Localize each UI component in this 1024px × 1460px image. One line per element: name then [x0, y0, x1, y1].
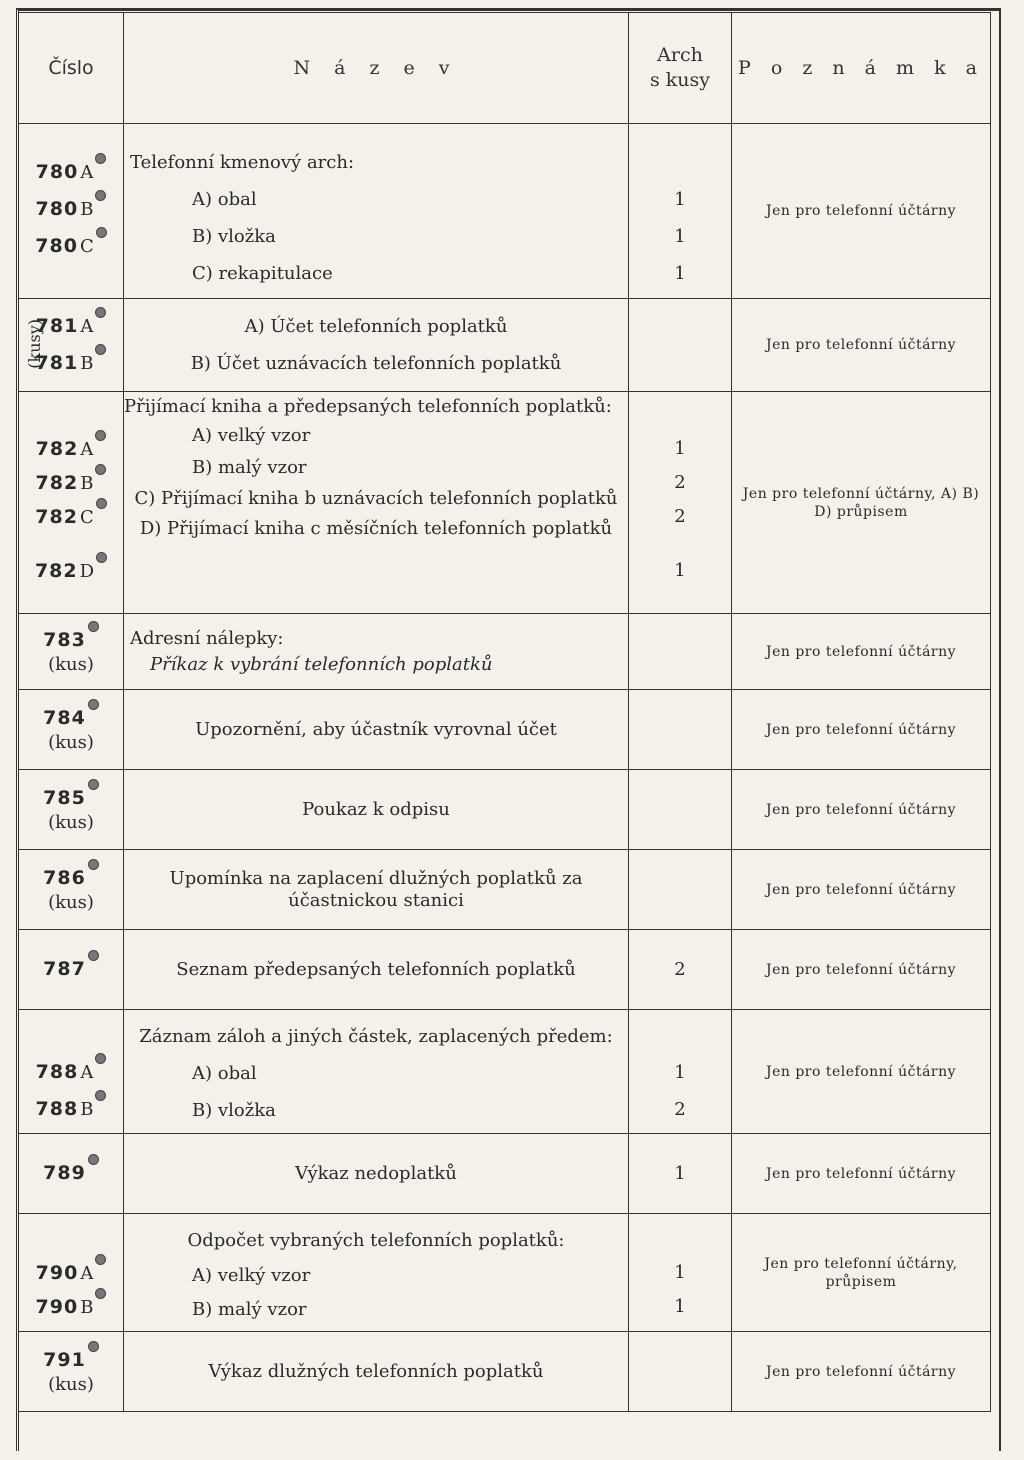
row-sheets-cell: [629, 614, 732, 690]
stamp-mark-icon: [96, 552, 107, 563]
table-row: [19, 299, 991, 392]
row-sheets-cell: [629, 124, 732, 299]
form-number-letter: A: [80, 1062, 94, 1083]
stamp-mark-icon: [88, 1341, 99, 1352]
table-row: [19, 1214, 991, 1332]
row-sheets-cell: [629, 1332, 732, 1412]
form-number-letter: B: [80, 353, 94, 374]
stamp-mark-icon: [95, 344, 106, 355]
form-item: C) Přijímací kniha b uznávacích telefonních poplatků: [134, 488, 618, 509]
form-number: [19, 191, 123, 228]
row-note-cell: Jen pro telefonní účtárny: [732, 299, 991, 392]
form-number-value: 782: [35, 438, 79, 460]
sheet-count: 1: [674, 1262, 686, 1283]
row-name-cell: [124, 124, 629, 299]
form-number-value: 789: [43, 1162, 86, 1184]
row-note-cell: Jen pro telefonní účtárny: [732, 1010, 991, 1134]
form-number: [19, 1290, 123, 1324]
sheet-count: 2: [674, 1099, 686, 1120]
form-number: [19, 308, 123, 345]
row-sheets-cell: [629, 299, 732, 392]
side-label: (kusy): [25, 319, 44, 369]
row-sheets-cell: [629, 1010, 732, 1134]
stamp-mark-icon: [88, 779, 99, 790]
column-header-note: P o z n á m k a: [732, 13, 991, 124]
column-header-name: N á z e v: [124, 13, 629, 124]
form-number-value: 786: [43, 866, 86, 889]
form-number: [19, 1091, 123, 1128]
stamp-mark-icon: [88, 621, 99, 632]
row-name-cell: [124, 392, 629, 614]
form-number-value: 780: [35, 198, 79, 220]
column-header-sheets-line2: s kusy: [649, 69, 711, 91]
row-note-cell: Jen pro telefonní účtárny, A) B) D) průpisem: [732, 392, 991, 614]
column-header-number: Číslo: [19, 13, 124, 124]
row-sheets-cell: [629, 1214, 732, 1332]
form-number-letter: B: [80, 1099, 94, 1120]
form-title: Záznam záloh a jiných částek, zaplacených předem:: [139, 1026, 613, 1047]
form-number-letter: C: [79, 507, 94, 528]
form-number-letter: B: [80, 473, 94, 494]
row-sheets-cell: [629, 690, 732, 770]
form-item: A) obal: [192, 1063, 257, 1084]
form-item: B) vložka: [192, 1100, 276, 1121]
table-row: [19, 850, 991, 930]
form-number: [19, 228, 123, 265]
table-row: [19, 770, 991, 850]
table-row: [19, 392, 991, 614]
row-number-cell: [19, 1010, 124, 1134]
row-number-cell: [19, 124, 124, 299]
form-title: Odpočet vybraných telefonních poplatků:: [187, 1230, 565, 1251]
row-sheets-cell: 1: [629, 1134, 732, 1214]
form-number-letter: A: [80, 1263, 94, 1284]
form-number-letter: C: [79, 236, 94, 257]
row-note-cell: Jen pro telefonní účtárny: [732, 1134, 991, 1214]
form-number: [19, 554, 123, 588]
row-name-cell: [124, 299, 629, 392]
form-number-value: 780: [35, 161, 79, 183]
row-name-cell: [124, 1214, 629, 1332]
form-number: [19, 432, 123, 466]
form-number: [19, 951, 123, 988]
header-row: [19, 13, 991, 124]
row-note-cell: Jen pro telefonní účtárny, průpisem: [732, 1214, 991, 1332]
row-number-cell: [19, 1332, 124, 1412]
row-number-cell: [19, 770, 124, 850]
form-item: B) vložka: [192, 226, 276, 247]
row-note-cell: Jen pro telefonní účtárny: [732, 850, 991, 930]
stamp-mark-icon: [96, 498, 107, 509]
stamp-mark-icon: [95, 1288, 106, 1299]
form-subtitle: Příkaz k vybrání telefonních poplatků: [150, 653, 493, 675]
form-number-letter: D: [79, 561, 95, 582]
row-note-cell: Jen pro telefonní účtárny: [732, 770, 991, 850]
row-name-cell: Seznam předepsaných telefonních poplatků: [124, 930, 629, 1010]
row-note-cell: Jen pro telefonní účtárny: [732, 614, 991, 690]
form-title: Přijímací kniha a předepsaných telefonních poplatků:: [124, 396, 612, 417]
stamp-mark-icon: [95, 430, 106, 441]
row-note-cell: Jen pro telefonní účtárny: [732, 930, 991, 1010]
sheet-count: 1: [674, 560, 686, 581]
kus-label: (kus): [48, 811, 94, 833]
row-name-cell: Upozornění, aby účastník vyrovnal účet: [124, 690, 629, 770]
form-number-value: 787: [43, 958, 86, 980]
kus-label: (kus): [48, 653, 94, 675]
sheet-count: 1: [674, 226, 686, 247]
row-number-cell: [19, 930, 124, 1010]
form-item: A) velký vzor: [192, 1265, 311, 1286]
table-row: [19, 1332, 991, 1412]
form-number: [19, 627, 123, 653]
row-number-cell: [19, 614, 124, 690]
form-number-value: 790: [35, 1296, 79, 1318]
row-note-cell: Jen pro telefonní účtárny: [732, 690, 991, 770]
kus-label: (kus): [48, 891, 94, 913]
form-number: [19, 1347, 123, 1373]
form-number-letter: B: [80, 199, 94, 220]
row-name-cell: Výkaz dlužných telefonních poplatků: [124, 1332, 629, 1412]
form-number-value: 784: [43, 706, 86, 729]
form-number: [19, 1054, 123, 1091]
row-number-cell: [19, 850, 124, 930]
stamp-mark-icon: [95, 190, 106, 201]
form-item: A) Účet telefonních poplatků: [244, 316, 508, 337]
row-name-cell: Poukaz k odpisu: [124, 770, 629, 850]
sheet-count: 1: [674, 263, 686, 284]
form-item: A) velký vzor: [192, 425, 311, 446]
sheet-count: 1: [674, 438, 686, 459]
row-number-cell: [19, 1134, 124, 1214]
form-number-value: 782: [34, 560, 78, 582]
sheet-count: 1: [674, 1296, 686, 1317]
table-row: [19, 1134, 991, 1214]
row-number-cell: [19, 299, 124, 392]
form-number-value: 788: [35, 1061, 79, 1083]
stamp-mark-icon: [88, 859, 99, 870]
form-item: B) malý vzor: [192, 457, 307, 478]
form-number: [19, 154, 123, 191]
sheet-count: 2: [674, 472, 686, 493]
row-name-cell: [124, 614, 629, 690]
form-number-letter: A: [80, 316, 94, 337]
table-row: [19, 690, 991, 770]
row-name-cell: Výkaz nedoplatků: [124, 1134, 629, 1214]
stamp-mark-icon: [88, 699, 99, 710]
form-item: C) rekapitulace: [192, 263, 333, 284]
form-title: Telefonní kmenový arch:: [130, 152, 355, 173]
form-number-letter: A: [80, 439, 94, 460]
row-name-cell: Upomínka na zaplacení dlužných poplatků za účastnickou stanici: [124, 850, 629, 930]
form-number: [19, 466, 123, 500]
row-sheets-cell: [629, 850, 732, 930]
row-note-cell: Jen pro telefonní účtárny: [732, 124, 991, 299]
table-row: [19, 124, 991, 299]
column-header-sheets-line1: Arch: [657, 44, 703, 66]
table-row: [19, 614, 991, 690]
form-number-value: 780: [35, 235, 78, 257]
row-number-cell: [19, 392, 124, 614]
row-number-cell: [19, 1214, 124, 1332]
row-sheets-cell: 2: [629, 930, 732, 1010]
stamp-mark-icon: [95, 1090, 106, 1101]
form-number: [19, 865, 123, 891]
sheet-count: 1: [674, 189, 686, 210]
form-item: D) Přijímací kniha c měsíčních telefonních poplatků: [139, 518, 613, 539]
form-number: [19, 345, 123, 382]
form-number: [19, 785, 123, 811]
form-title: Adresní nálepky:: [130, 627, 284, 649]
forms-register-table: [18, 12, 991, 1412]
form-number-letter: A: [80, 162, 94, 183]
form-number: [19, 500, 123, 534]
kus-label: (kus): [48, 1373, 94, 1395]
stamp-mark-icon: [95, 1254, 106, 1265]
row-name-cell: [124, 1010, 629, 1134]
form-number-value: 782: [35, 506, 78, 528]
table-row: [19, 1010, 991, 1134]
row-sheets-cell: [629, 392, 732, 614]
stamp-mark-icon: [95, 307, 106, 318]
form-number-value: 790: [35, 1262, 79, 1284]
kus-label: (kus): [48, 731, 94, 753]
table-row: [19, 930, 991, 1010]
form-number: [19, 705, 123, 731]
stamp-mark-icon: [95, 464, 106, 475]
stamp-mark-icon: [95, 1053, 106, 1064]
sheet-count: 2: [674, 506, 686, 527]
form-number-value: 782: [35, 472, 79, 494]
sheet-count: 1: [674, 1062, 686, 1083]
form-item: B) Účet uznávacích telefonních poplatků: [190, 353, 562, 374]
row-number-cell: [19, 690, 124, 770]
row-note-cell: Jen pro telefonní účtárny: [732, 1332, 991, 1412]
form-item: B) malý vzor: [192, 1299, 307, 1320]
stamp-mark-icon: [96, 227, 107, 238]
form-number: [19, 1155, 123, 1192]
form-number-letter: B: [80, 1297, 94, 1318]
form-number-value: 785: [43, 786, 86, 809]
row-sheets-cell: [629, 770, 732, 850]
form-item: A) obal: [192, 189, 257, 210]
form-number-value: 791: [43, 1348, 86, 1371]
form-number-value: 781: [35, 352, 79, 374]
form-number-value: 788: [35, 1098, 79, 1120]
form-number: [19, 1256, 123, 1290]
stamp-mark-icon: [88, 1154, 99, 1165]
form-number-value: 781: [35, 315, 79, 337]
stamp-mark-icon: [88, 950, 99, 961]
form-number-value: 783: [43, 628, 86, 651]
stamp-mark-icon: [95, 153, 106, 164]
column-header-sheets: [629, 13, 732, 124]
